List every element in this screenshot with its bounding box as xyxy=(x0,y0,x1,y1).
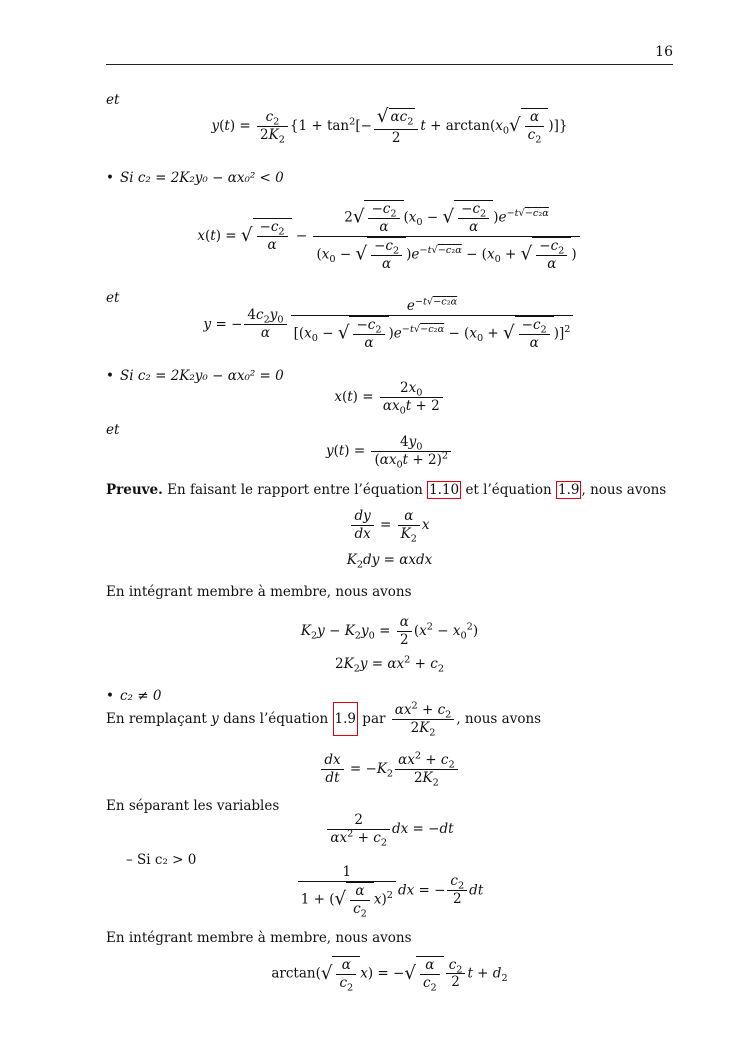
equation-separated: $\frac{2}{\alpha x^2 + c_2}$ dx = −dt xyxy=(106,812,673,847)
replace-var-y: y xyxy=(211,710,219,727)
proof-label: Preuve. xyxy=(106,482,163,498)
equation-y-tan: y(t) = $\frac{c_2}{2K_2}$ {$1 + \tan^2[-$ $\frac{√ \alpha c_2}{2}$ $t + \arctan(x_0√$ $\frac{\alpha}{c_2}$ )]} xyxy=(211,106,568,147)
case-zero: • Si c₂ = 2K₂y₀ − αx₀² = 0 xyxy=(106,368,284,384)
case-negative-label: Si c₂ = 2K₂y₀ − αx₀² < 0 xyxy=(119,170,284,186)
replace-paragraph: En remplaçant y dans l’équation 1.9 par $\frac{\alpha x^2 + c_2}{2K_2}$ , nous avons xyxy=(106,700,542,739)
replace-text-b: dans l’équation xyxy=(223,710,329,727)
proof-text-a: En faisant le rapport entre l’équation xyxy=(167,482,423,498)
equation-arctan-result: arctan(√ $\frac{\alpha}{c_2}$ x) = −√ $\frac{\alpha}{c_2}$ $\frac{c_2}{2}$ $t + d_2$ xyxy=(271,956,508,994)
text-et-1: et xyxy=(106,92,120,108)
page-number: 16 xyxy=(655,44,673,60)
text-et-2: et xyxy=(106,290,120,306)
proof-text-b: et l’équation xyxy=(465,482,552,498)
case-negative: • Si c₂ = 2K₂y₀ − αx₀² < 0 xyxy=(106,170,284,186)
equation-dxdt: $\frac{dx}{dt}$ = $-K_2$ $\frac{\alpha x^2 + c_2}{2K_2}$ xyxy=(106,752,673,787)
replace-text-a: En remplaçant xyxy=(106,710,207,727)
header-rule xyxy=(106,64,673,65)
case-nonzero: • c₂ ≠ 0 xyxy=(106,688,162,704)
equation-x-rational: x(t) = $\frac{2x_0}{\alpha x_0t + 2}$ xyxy=(106,380,673,415)
ref-equation-1-10[interactable]: 1.10 xyxy=(429,482,460,498)
equation-integrated: $K_2y - K_2y_0$ = $\frac{\alpha}{2}$ $(x^2 - x_0^2)$ xyxy=(300,614,479,648)
case-zero-label: Si c₂ = 2K₂y₀ − αx₀² = 0 xyxy=(119,368,284,384)
sub-case-positive: – Si c₂ > 0 xyxy=(126,852,197,868)
equation-dydx: $\frac{dy}{dx}$ = $\frac{\alpha}{K_2}$ x xyxy=(106,508,673,543)
text-separating: En séparant les variables xyxy=(106,798,280,814)
ref-equation-1-9-a[interactable]: 1.9 xyxy=(558,482,580,498)
case-nonzero-label: c₂ ≠ 0 xyxy=(119,688,162,704)
text-integrating-1: En intégrant membre à membre, nous avons xyxy=(106,584,412,600)
proof-paragraph xyxy=(106,482,666,498)
equation-arctan-form: 1 1 + (√ $\frac{\alpha}{c_2}$ x)$^2$ dx = − $\frac{c_2}{2}$ dt xyxy=(106,864,673,918)
replace-text-c: par xyxy=(362,710,386,727)
replace-text-d: , nous avons xyxy=(456,710,542,727)
proof-text-c: , nous avons xyxy=(581,482,667,498)
text-et-3: et xyxy=(106,422,120,438)
equation-x-exp: x(t) = √ $\frac{-c_2}{\alpha}$ − 2√ $\frac{-c_2}{\alpha}$ ($x_0$ − √ $\frac{-c_2}{\alpha}$ )$e^{-t√-c_2\alpha}$ ($x_0$ − √ $\frac{-c_2}{\alpha}$ )$e^{-t√-c_2\alpha} - (x_0$ + √ $\frac{-c_2}{\alpha}$ ) xyxy=(106,200,673,273)
equation-y-rational: y(t) = $\frac{4y_0}{(\alpha x_0t + 2)^2}$ xyxy=(106,434,673,469)
ref-equation-1-9-b[interactable]: 1.9 xyxy=(333,702,358,736)
equation-2k2y: $2K_2y = \alpha x^2 + c_2$ xyxy=(335,654,444,675)
text-integrating-2: En intégrant membre à membre, nous avons xyxy=(106,930,412,946)
equation-k2dy: $K_2dy = \alpha xdx$ xyxy=(346,552,433,571)
equation-y-exp: y = − $\frac{4c_2y_0}{\alpha}$ $e^{-t√-c_2\alpha}$ [($x_0$ − √ $\frac{-c_2}{\alpha}$ )$e^{-t√-c_2\alpha} - (x_0$ + √ $\frac{-c_2}{\alpha}$ )]$^2$ xyxy=(106,298,673,352)
